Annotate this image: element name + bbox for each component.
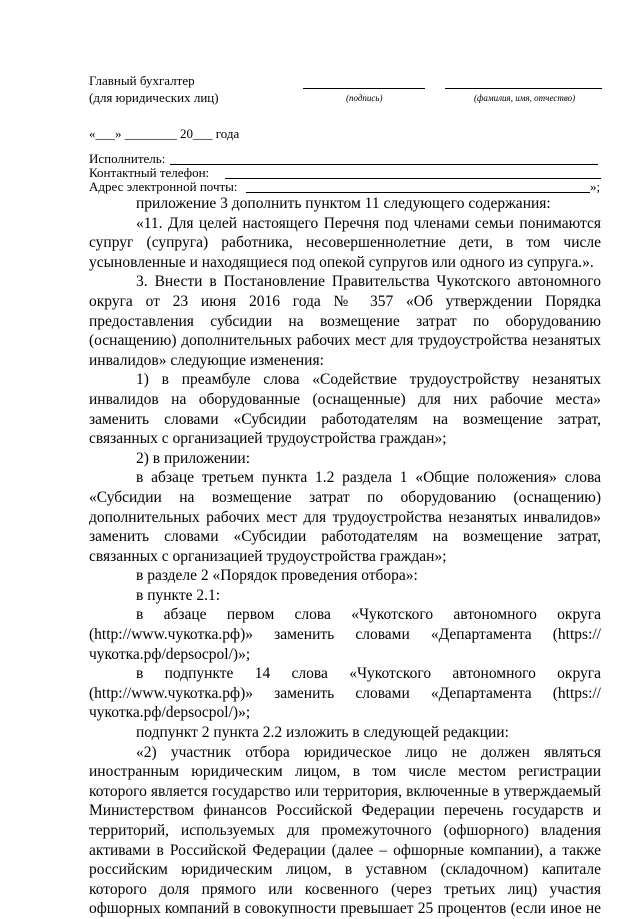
signature-caption: (подпись) xyxy=(346,93,383,103)
phone-label: Контактный телефон: xyxy=(89,165,210,180)
paragraph-appendix3: приложение 3 дополнить пунктом 11 следующего содержания: xyxy=(136,195,551,212)
phone-line xyxy=(225,178,601,179)
executor-label: Исполнитель: xyxy=(89,151,166,166)
email-label: Адрес электронной почты: xyxy=(89,179,238,194)
paragraph-item21: в пункте 2.1: xyxy=(136,586,221,604)
paragraph-subitem14: в подпункте 14 слова «Чукотского автономного округа (http://www.чукотка.рф)» заменить словами «Департамента (https://чукотка.рф/depsocpol/)»; xyxy=(89,665,601,722)
chief-accountant-label: Главный бухгалтер xyxy=(89,73,195,88)
paragraph-subitem2: подпункт 2 пункта 2.2 изложить в следующей редакции: xyxy=(136,724,509,742)
paragraph-section1: в абзаце третьем пункта 1.2 раздела 1 «Общие положения» слова «Субсидии на возмещение затрат по оборудованию (оснащению) дополнительных рабочих мест для трудоустройства незанятых инвалидов» заменить словами «Субсидии работодателям на возмещение затрат, связанных с организацией трудоустройства граждан»; xyxy=(89,469,601,565)
paragraph-section2: в разделе 2 «Порядок проведения отбора»: xyxy=(136,567,418,585)
name-caption: (фамилия, имя, отчество) xyxy=(474,93,576,103)
email-line-end: »; xyxy=(590,179,601,194)
paragraph-preamble: 1) в преамбуле слова «Содействие трудоустройству незанятых инвалидов на оборудованные (оснащенные) для них рабочие места» заменить словами «Субсидии работодателям на возмещение затрат, связанных с организацией трудоустройства граждан»; xyxy=(89,371,601,448)
name-line xyxy=(445,88,602,89)
paragraph-item11: «11. Для целей настоящего Перечня под членами семьи понимаются супруг (супруга) работника, несовершеннолетние дети, в том числе усыновленные и находящиеся под опекой супругов или одного из супруга.». xyxy=(89,214,601,271)
signature-line xyxy=(303,88,425,89)
paragraph-in-appendix: 2) в приложении: xyxy=(136,449,250,467)
date-line: «___» ________ 20___ года xyxy=(89,126,240,141)
legal-entities-label: (для юридических лиц) xyxy=(89,90,219,105)
paragraph-participant: «2) участник отбора юридическое лицо не должен являться иностранным юридическим лицом, в том числе местом регистрации которого является государство или территория, включенные в утверждаемый Министерством финансов Российской Федерации перечень государств и территорий, используемых для промежуточного (офшорного) владения активами в Российской Федерации (далее – офшорные компании), а также российским юридическим лицом, в уставном (складочном) капитале которого доля прямого или косвенного (через третьих лиц) участия офшорных компаний в совокупности превышает 25 процентов (если иное не xyxy=(89,743,601,918)
paragraph-first-abzac: в абзаце первом слова «Чукотского автономного округа (http://www.чукотка.рф)» заменить словами «Департамента (https://чукотка.рф/depsocpol/)»; xyxy=(89,606,601,663)
executor-line xyxy=(170,164,598,165)
document-body xyxy=(89,185,601,919)
paragraph-item3: 3. Внести в Постановление Правительства Чукотского автономного округа от 23 июня 2016 года № 357 «Об утверждении Порядка предоставления субсидии на возмещение затрат по оборудованию (оснащению) дополнительных рабочих мест для трудоустройства незанятых инвалидов» следующие изменения: xyxy=(89,273,601,369)
